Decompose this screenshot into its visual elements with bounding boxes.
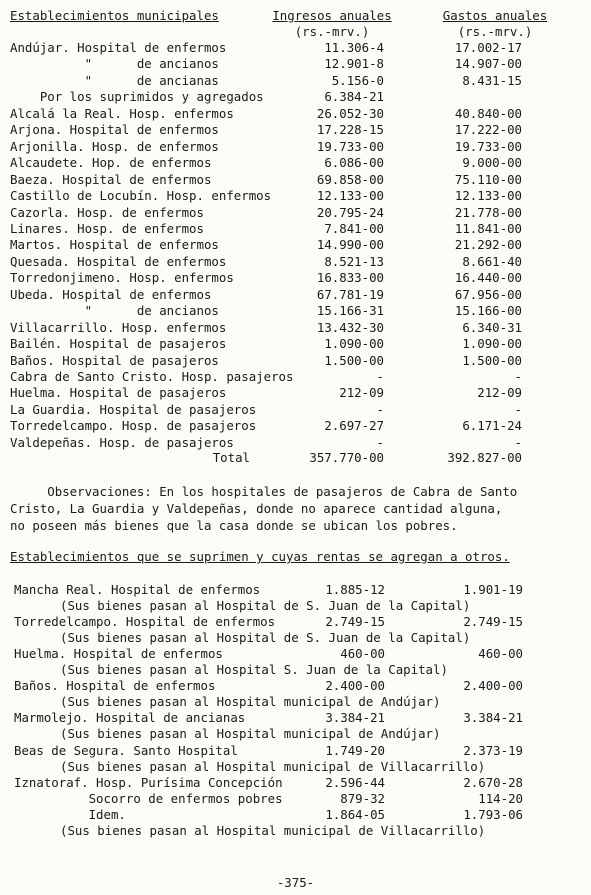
table-row-name: Villacarrillo. Hosp. enfermos: [10, 319, 227, 335]
total-gastos: 392.827-00: [447, 450, 522, 465]
table-row-ingresos: 15.166-31: [316, 303, 384, 319]
table-row-name: Quesada. Hospital de enfermos: [10, 253, 227, 269]
table-row-ingresos: 5.156-0: [331, 72, 384, 88]
col1-header: Establecimientos municipales: [10, 8, 219, 23]
table-row-ingresos: 11.306-4: [324, 40, 384, 55]
section2-row-gastos: 2.373-19: [463, 742, 523, 758]
table-row-ingresos: 13.432-30: [316, 319, 384, 335]
table-row-ingresos: -: [376, 369, 384, 384]
section2-row-name: Iznatoraf. Hosp. Purísima Concepción: [14, 774, 283, 790]
table-row-name: La Guardia. Hospital de pasajeros: [10, 401, 257, 417]
table-row-gastos: 15.166-00: [454, 303, 522, 319]
table-row-gastos: 40.840-00: [454, 105, 522, 121]
table-row-ingresos: 67.781-19: [316, 286, 384, 302]
table-row-ingresos: 69.858-00: [316, 171, 384, 187]
table-row-gastos: 11.841-00: [454, 220, 522, 236]
table-row-gastos: -: [514, 434, 522, 450]
table-row-gastos: 9.000-00: [462, 155, 522, 171]
table-row-ingresos: 20.795-24: [316, 204, 384, 220]
section2-row-gastos: 2.670-28: [463, 774, 523, 790]
col2-unit: (rs.-mrv.): [294, 24, 370, 39]
table-row-name: Arjona. Hospital de enfermos: [10, 122, 219, 138]
table-row-name: Cabra de Santo Cristo. Hosp. pasajeros: [10, 369, 294, 384]
section2-row-gastos: 3.384-21: [463, 710, 523, 726]
table-row-gastos: 19.733-00: [454, 138, 522, 154]
table-row-ingresos: 1.090-00: [324, 336, 384, 352]
table-row-gastos: 67.956-00: [454, 286, 522, 302]
total-label: Total: [212, 450, 250, 465]
col2-header: Ingresos anuales: [272, 8, 392, 23]
section2-row-gastos: 114-20: [478, 790, 523, 806]
table-row-gastos: 212-09: [477, 385, 522, 401]
section2-row-ingresos: 2.400-00: [325, 678, 385, 694]
table-row-ingresos: 12.901-8: [324, 56, 384, 72]
section2-row-name: Socorro de enfermos pobres: [14, 790, 283, 806]
section2-row-ingresos: 879-32: [340, 790, 385, 806]
table-row-gastos: 21.778-00: [454, 204, 522, 220]
table-row-ingresos: 17.228-15: [316, 122, 384, 138]
table-row-gastos: 17.002-17: [454, 40, 522, 55]
table-row-ingresos: 6.384-21: [324, 89, 384, 105]
table-row-name: Martos. Hospital de enfermos: [10, 237, 219, 253]
table-row-name: Arjonilla. Hosp. de enfermos: [10, 138, 219, 154]
section2-note: (Sus bienes pasan al Hospital de S. Juan de la Capital): [60, 598, 471, 614]
section2-row-ingresos: 1.749-20: [325, 742, 385, 758]
section2-note: (Sus bienes pasan al Hospital municipal de Villacarrillo): [60, 822, 486, 838]
table-row-gastos: 75.110-00: [454, 171, 522, 187]
table-row-name: " de ancianos: [10, 56, 219, 72]
table-row-name: Torredonjimeno. Hosp. enfermos: [10, 270, 234, 286]
table-row-gastos: 14.907-00: [454, 56, 522, 72]
table-row-name: Torredelcampo. Hosp. de pasajeros: [10, 418, 257, 434]
section2-row-gastos: 1.901-19: [463, 582, 523, 597]
section2-row-ingresos: 1.885-12: [325, 582, 385, 597]
section2-row-name: Beas de Segura. Santo Hospital: [14, 742, 238, 758]
section2-row-name: Baños. Hospital de enfermos: [14, 678, 216, 694]
table-row-gastos: 16.440-00: [454, 270, 522, 286]
table-row-gastos: -: [514, 369, 522, 384]
section2-note: (Sus bienes pasan al Hospital municipal de Villacarrillo): [60, 758, 486, 774]
table-row-name: Bailén. Hospital de pasajeros: [10, 336, 227, 352]
total-ingresos: 357.770-00: [309, 450, 384, 465]
table-row-ingresos: 7.841-00: [324, 220, 384, 236]
table-row-name: Linares. Hosp. de enfermos: [10, 220, 204, 236]
observaciones-line-1: Observaciones: En los hospitales de pasajeros de Cabra de Santo: [10, 484, 518, 499]
table-row-name: Por los suprimidos y agregados: [10, 89, 264, 105]
table-row-name: Alcaudete. Hop. de enfermos: [10, 155, 212, 171]
section2-row-ingresos: 460-00: [340, 646, 385, 662]
section2-row-name: Idem.: [14, 806, 126, 822]
table-row-gastos: 8.661-40: [462, 253, 522, 269]
table-row-gastos: 6.171-24: [462, 418, 522, 434]
table-row-name: Valdepeñas. Hosp. de pasajeros: [10, 434, 234, 450]
col3-unit: (rs.-mrv.): [457, 24, 533, 39]
table-row-gastos: 1.090-00: [462, 336, 522, 352]
section2-row-name: Torredelcampo. Hospital de enfermos: [14, 614, 276, 630]
table-row-name: Ubeda. Hospital de enfermos: [10, 286, 212, 302]
table-row-ingresos: 12.133-00: [316, 188, 384, 204]
table-row-gastos: 8.431-15: [462, 72, 522, 88]
section2-note: (Sus bienes pasan al Hospital S. Juan de la Capital): [60, 662, 448, 678]
table-row-name: Cazorla. Hosp. de enfermos: [10, 204, 204, 220]
table-row-ingresos: 14.990-00: [316, 237, 384, 253]
section2-row-name: Marmolejo. Hospital de ancianas: [14, 710, 246, 726]
section2-note: (Sus bienes pasan al Hospital municipal de Andújar): [60, 694, 441, 710]
table-row-gastos: 21.292-00: [454, 237, 522, 253]
table-row-name: Andújar. Hospital de enfermos: [10, 40, 227, 55]
section2-row-gastos: 2.400-00: [463, 678, 523, 694]
section2-row-ingresos: 3.384-21: [325, 710, 385, 726]
table-row-gastos: 6.340-31: [462, 319, 522, 335]
table-row-name: Castillo de Locubín. Hosp. enfermos: [10, 188, 272, 204]
table-row-name: " de ancianas: [10, 72, 219, 88]
observaciones-line-2: Cristo, La Guardia y Valdepeñas, donde no aparece cantidad alguna,: [10, 501, 503, 516]
section2-row-ingresos: 2.596-44: [325, 774, 385, 790]
table-row-gastos: 17.222-00: [454, 122, 522, 138]
table-row-ingresos: 6.086-00: [324, 155, 384, 171]
section2-note: (Sus bienes pasan al Hospital municipal de Andújar): [60, 726, 441, 742]
table-row-gastos: -: [514, 401, 522, 417]
table-row-name: Baños. Hospital de pasajeros: [10, 352, 219, 368]
table-row-ingresos: 2.697-27: [324, 418, 384, 434]
section2-row-gastos: 1.793-06: [463, 806, 523, 822]
col3-header: Gastos anuales: [442, 8, 548, 23]
section2-row-name: Huelma. Hospital de enfermos: [14, 646, 223, 662]
section2-row-ingresos: 1.864-05: [325, 806, 385, 822]
section2-row-gastos: 460-00: [478, 646, 523, 662]
table-row-ingresos: -: [376, 401, 384, 417]
section2-row-ingresos: 2.749-15: [325, 614, 385, 630]
table-row-ingresos: 212-09: [339, 385, 384, 401]
table-row-ingresos: 1.500-00: [324, 352, 384, 368]
table-row-name: Baeza. Hospital de enfermos: [10, 171, 212, 187]
section2-row-name: Mancha Real. Hospital de enfermos: [14, 582, 261, 597]
table-row-gastos: 12.133-00: [454, 188, 522, 204]
section2-heading: Establecimientos que se suprimen y cuyas rentas se agregan a otros.: [10, 549, 510, 564]
table-row-name: " de ancianos: [10, 303, 219, 319]
table-row-ingresos: 26.052-30: [316, 105, 384, 121]
table-row-ingresos: 16.833-00: [316, 270, 384, 286]
table-row-ingresos: -: [376, 434, 384, 450]
section2-note: (Sus bienes pasan al Hospital de S. Juan de la Capital): [60, 630, 471, 646]
section2-row-gastos: 2.749-15: [463, 614, 523, 630]
table-row-ingresos: 8.521-13: [324, 253, 384, 269]
table-row-name: Huelma. Hospital de pasajeros: [10, 385, 227, 401]
table-row-name: Alcalá la Real. Hosp. enfermos: [10, 105, 234, 121]
table-row-ingresos: 19.733-00: [316, 138, 384, 154]
page-number: -375-: [276, 875, 315, 890]
observaciones-line-3: no poseen más bienes que la casa donde se ubican los pobres.: [10, 518, 458, 533]
table-row-gastos: 1.500-00: [462, 352, 522, 368]
